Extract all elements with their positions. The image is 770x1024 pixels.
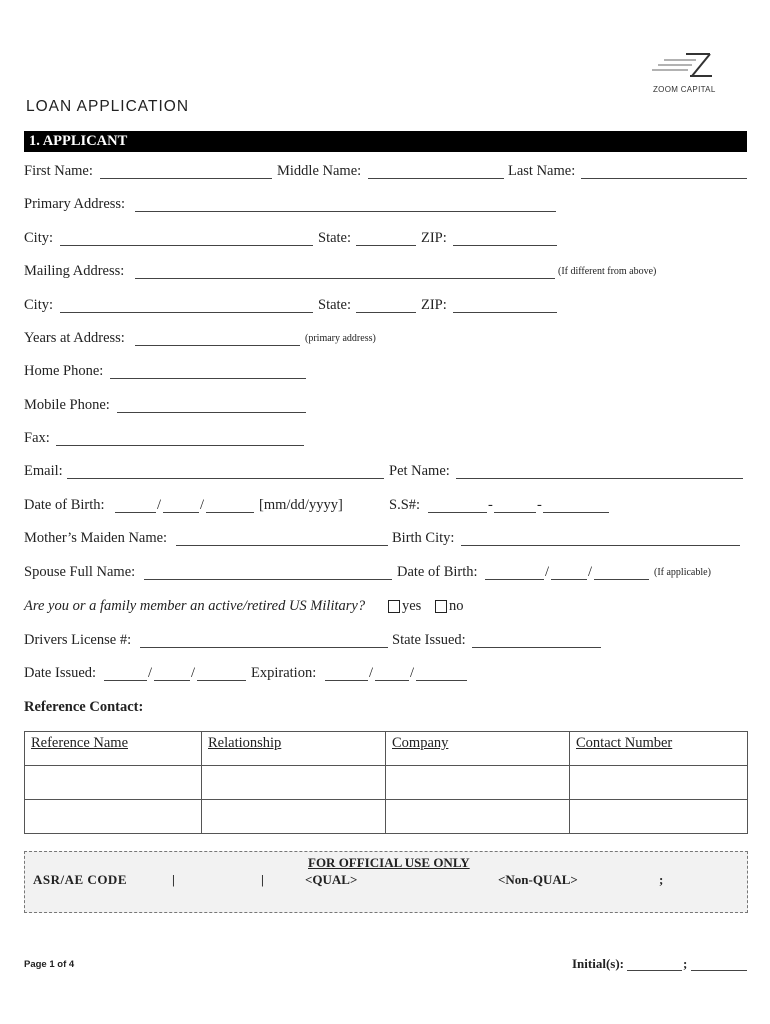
mailing-address-field[interactable]: [135, 278, 555, 279]
official-semicolon: ;: [659, 872, 664, 887]
initials-field-2[interactable]: [691, 970, 747, 971]
mailing-zip-field[interactable]: [453, 312, 557, 313]
last-name-label: Last Name:: [508, 163, 576, 179]
date-issued-month-field[interactable]: [104, 680, 147, 681]
company-cell[interactable]: [386, 800, 570, 834]
reference-contact-heading: Reference Contact:: [24, 699, 144, 715]
contact-number-cell[interactable]: [570, 800, 748, 834]
official-use-title: FOR OFFICIAL USE ONLY: [308, 855, 470, 870]
expiration-year-field[interactable]: [416, 680, 467, 681]
date-issued-slash: /: [191, 665, 196, 681]
fax-label: Fax:: [24, 430, 50, 446]
contact-number-cell[interactable]: [570, 766, 748, 800]
date-issued-year-field[interactable]: [197, 680, 246, 681]
mobile-phone-label: Mobile Phone:: [24, 397, 110, 413]
dob-slash: /: [157, 497, 162, 513]
middle-name-label: Middle Name:: [277, 163, 362, 179]
reference-table: [24, 731, 748, 834]
email-field[interactable]: [67, 478, 384, 479]
table-row: [25, 766, 748, 800]
col-contact-number: Contact Number: [570, 732, 748, 766]
dob-slash: /: [200, 497, 205, 513]
table-row: [25, 800, 748, 834]
ssn-dash: -: [537, 497, 542, 513]
page-number: Page 1 of 4: [24, 959, 75, 970]
date-issued-day-field[interactable]: [154, 680, 190, 681]
ssn-dash: -: [488, 497, 493, 513]
col-company: Company: [386, 732, 570, 766]
spouse-dob-month-field[interactable]: [485, 579, 544, 580]
state-label: State:: [318, 230, 352, 246]
section-header-applicant: 1. APPLICANT: [24, 131, 747, 152]
non-qual-label: <Non-QUAL>: [498, 872, 578, 887]
mailing-zip-label: ZIP:: [421, 297, 447, 313]
military-no-label: no: [449, 598, 464, 614]
company-cell[interactable]: [386, 766, 570, 800]
ssn-part3-field[interactable]: [543, 512, 609, 513]
email-label: Email:: [24, 463, 63, 479]
state-field[interactable]: [356, 245, 416, 246]
drivers-license-field[interactable]: [140, 647, 388, 648]
dob-label: Date of Birth:: [24, 497, 105, 513]
ssn-part2-field[interactable]: [494, 512, 536, 513]
ssn-part1-field[interactable]: [428, 512, 487, 513]
drivers-license-label: Drivers License #:: [24, 632, 132, 648]
middle-name-field[interactable]: [368, 178, 504, 179]
last-name-field[interactable]: [581, 178, 747, 179]
zip-field[interactable]: [453, 245, 557, 246]
mailing-address-note: (If different from above): [558, 266, 657, 277]
mailing-state-field[interactable]: [356, 312, 416, 313]
state-issued-field[interactable]: [472, 647, 601, 648]
mailing-city-label: City:: [24, 297, 54, 313]
maiden-name-field[interactable]: [176, 545, 388, 546]
spouse-dob-year-field[interactable]: [594, 579, 649, 580]
military-no-checkbox[interactable]: [435, 600, 447, 613]
city-field[interactable]: [60, 245, 313, 246]
spouse-name-field[interactable]: [144, 579, 392, 580]
military-yes-checkbox[interactable]: [388, 600, 400, 613]
primary-address-label: Primary Address:: [24, 196, 126, 212]
reference-name-cell[interactable]: [25, 766, 202, 800]
asr-ae-code-label: ASR/AE CODE: [33, 872, 127, 887]
dob-format-hint: [mm/dd/yyyy]: [259, 497, 343, 513]
mobile-phone-field[interactable]: [117, 412, 306, 413]
dob-day-field[interactable]: [163, 512, 199, 513]
asr-separator: |: [261, 872, 264, 887]
spouse-name-label: Spouse Full Name:: [24, 564, 136, 580]
first-name-label: First Name:: [24, 163, 93, 179]
fax-field[interactable]: [56, 445, 304, 446]
city-label: City:: [24, 230, 54, 246]
logo-mark-icon: [652, 48, 712, 82]
initials-label: Initial(s):: [572, 956, 624, 971]
years-at-address-label: Years at Address:: [24, 330, 125, 346]
birth-city-field[interactable]: [461, 545, 740, 546]
date-issued-slash: /: [148, 665, 153, 681]
pet-name-label: Pet Name:: [389, 463, 450, 479]
first-name-field[interactable]: [100, 178, 272, 179]
maiden-name-label: Mother’s Maiden Name:: [24, 530, 168, 546]
spouse-dob-slash: /: [545, 564, 550, 580]
primary-address-field[interactable]: [135, 211, 556, 212]
date-issued-label: Date Issued:: [24, 665, 97, 681]
spouse-dob-slash: /: [588, 564, 593, 580]
initials-row: [572, 956, 688, 972]
expiration-slash: /: [369, 665, 374, 681]
initials-semicolon: ;: [683, 956, 688, 971]
expiration-slash: /: [410, 665, 415, 681]
state-issued-label: State Issued:: [392, 632, 466, 648]
pet-name-field[interactable]: [456, 478, 743, 479]
zoom-capital-logo: [640, 48, 730, 98]
qual-label: <QUAL>: [305, 872, 358, 887]
col-reference-name: Reference Name: [25, 732, 202, 766]
spouse-note: (If applicable): [654, 567, 711, 578]
expiration-label: Expiration:: [251, 665, 317, 681]
spouse-dob-label: Date of Birth:: [397, 564, 478, 580]
dob-year-field[interactable]: [206, 512, 254, 513]
years-at-address-note: (primary address): [305, 333, 376, 344]
asr-separator: |: [172, 872, 175, 887]
home-phone-label: Home Phone:: [24, 363, 104, 379]
col-relationship: Relationship: [202, 732, 386, 766]
reference-name-cell[interactable]: [25, 800, 202, 834]
zip-label: ZIP:: [421, 230, 447, 246]
military-yes-label: yes: [402, 598, 422, 614]
home-phone-field[interactable]: [110, 378, 306, 379]
military-question: Are you or a family member an active/retired US Military?: [24, 598, 366, 614]
spouse-dob-day-field[interactable]: [551, 579, 587, 580]
relationship-cell[interactable]: [202, 800, 386, 834]
dob-month-field[interactable]: [115, 512, 156, 513]
expiration-month-field[interactable]: [325, 680, 368, 681]
expiration-day-field[interactable]: [375, 680, 409, 681]
reference-header-row: [25, 732, 748, 766]
initials-field-1[interactable]: [627, 970, 682, 971]
birth-city-label: Birth City:: [392, 530, 455, 546]
mailing-city-field[interactable]: [60, 312, 313, 313]
document-title: LOAN APPLICATION: [26, 98, 190, 115]
relationship-cell[interactable]: [202, 766, 386, 800]
ssn-label: S.S#:: [389, 497, 421, 513]
mailing-address-label: Mailing Address:: [24, 263, 125, 279]
mailing-state-label: State:: [318, 297, 352, 313]
official-use-box: [24, 851, 748, 913]
years-at-address-field[interactable]: [135, 345, 300, 346]
logo-text: ZOOM CAPITAL: [653, 85, 716, 94]
